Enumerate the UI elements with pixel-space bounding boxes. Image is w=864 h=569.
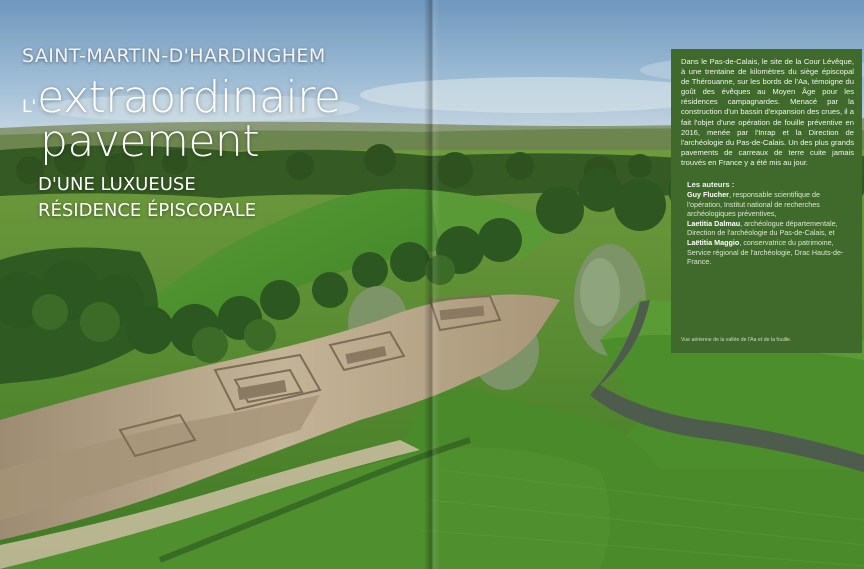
subtitle-line1: D'UNE LUXUEUSE (38, 174, 196, 195)
intro-panel (671, 49, 862, 353)
authors-heading: Les auteurs : (687, 180, 735, 190)
headline-article: L' (22, 97, 37, 117)
intro-text: Dans le Pas-de-Calais, le site de la Cour Lévêque, à une trentaine de kilomètres du siège épiscopal de Thérouanne, sur les bords de l'Aa, témoigne du goût des évêques au Moyen Âge pour les résidences campagnardes. Menacé par la construction d'un bassin d'expansion des crues, il a fait l'objet d'une opération de fouille préventive en 2016, menée par l'Inrap et la Direction de l'archéologie du Pas-de-Calais. Un des plus grands pavements de carreaux de terre cuite jamais trouvés en France y a été mis au jour. (681, 57, 854, 167)
authors-credits (681, 180, 854, 267)
magazine-spine-fold (424, 0, 440, 569)
headline-word-pavement: pavement (40, 116, 260, 167)
headline-subtitle (38, 172, 422, 224)
author-credit (687, 190, 854, 219)
place-kicker: SAINT-MARTIN-D'HARDINGHEM (22, 45, 326, 67)
author-name: Guy Flucher (687, 190, 729, 200)
author-credit (687, 238, 854, 267)
subtitle-line2: RÉSIDENCE ÉPISCOPALE (38, 200, 257, 221)
headline-word-extraordinaire: extraordinaire (37, 72, 341, 123)
author-name: Laëtitia Maggio (687, 238, 740, 247)
headline-block (22, 44, 422, 224)
author-role: , archéologue départementale, Direction de l'archéologie du Pas-de-Calais, et (687, 218, 838, 238)
photo-caption: Vue aérienne de la vallée de l'Aa et de la fouille. (681, 336, 792, 343)
author-role: , responsable scientifique de l'opération, Institut national de recherches archéologiques préventives, (687, 190, 821, 219)
author-name: Laetitia Dalmau (687, 218, 741, 228)
author-credit (687, 219, 854, 238)
author-role: , conservatrice du patrimoine, Service régional de l'archéologie, Drac Hauts-de-France. (687, 238, 844, 267)
headline-line1 (22, 72, 422, 123)
